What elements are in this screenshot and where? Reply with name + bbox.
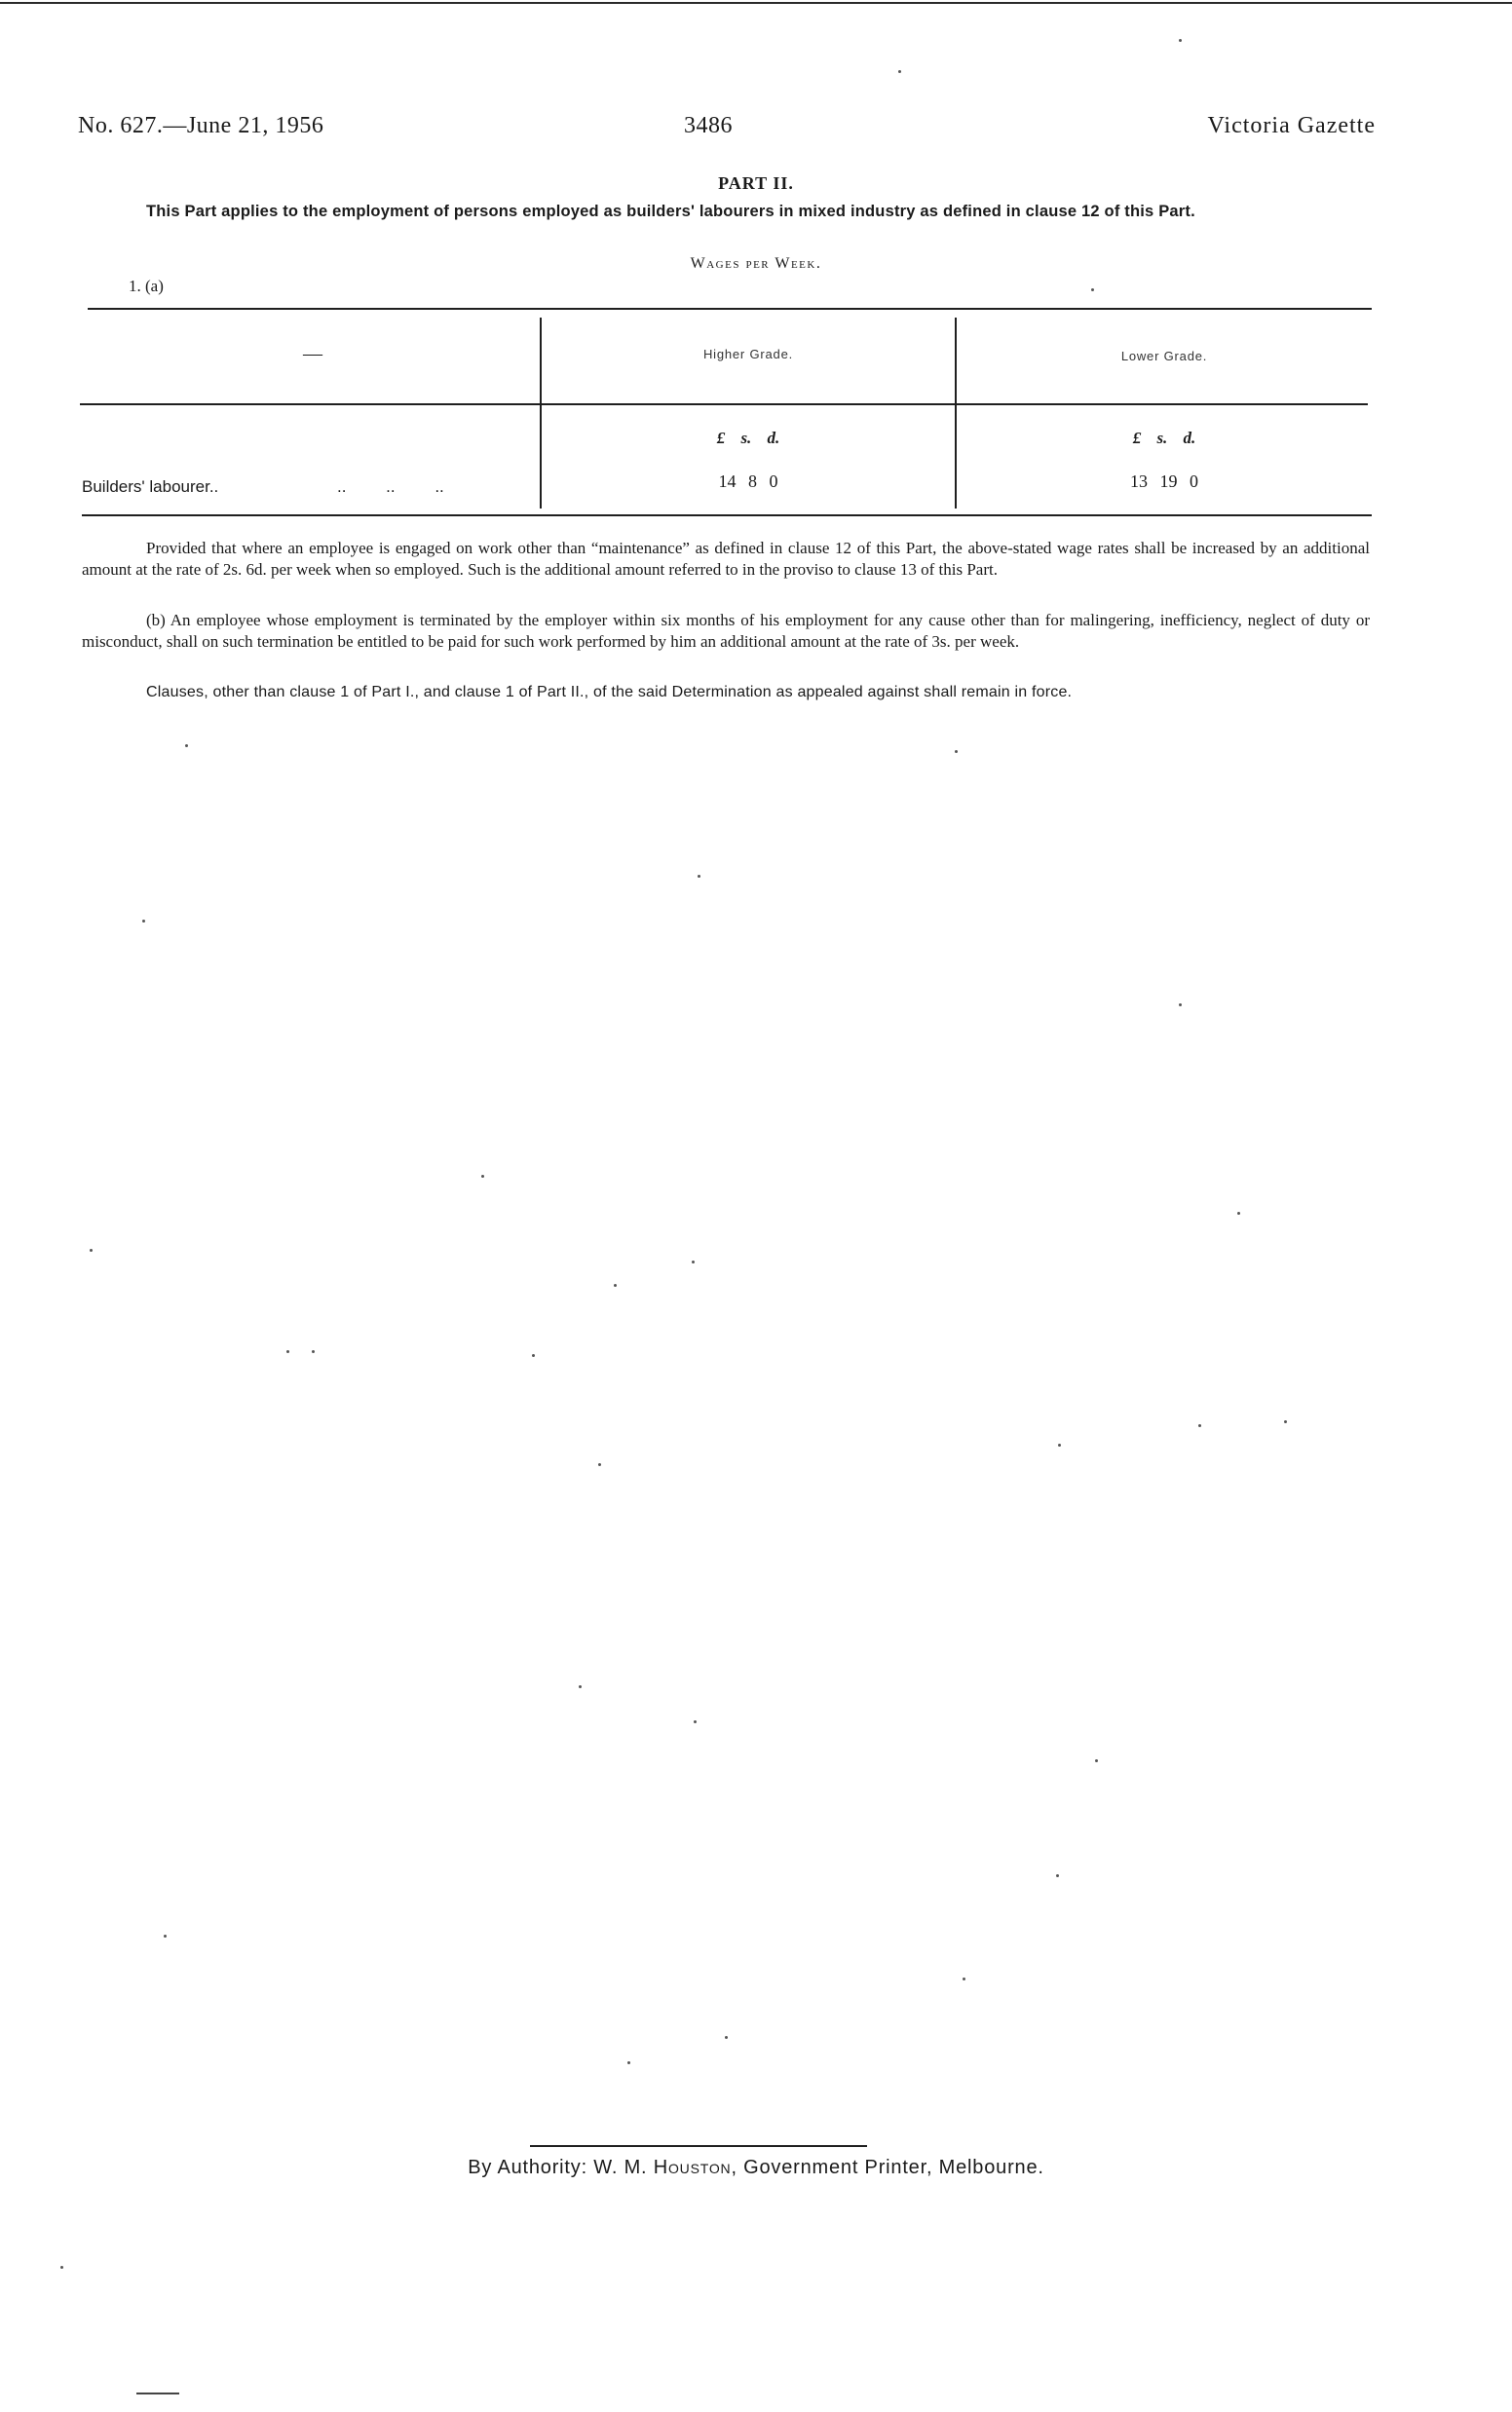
scan-speck: [692, 1261, 695, 1263]
printer-imprint: [0, 2157, 1512, 2179]
table-header-rule: [80, 403, 1368, 405]
scan-speck: [627, 2061, 630, 2064]
part-title: PART II.: [718, 173, 794, 193]
scan-speck: [598, 1463, 601, 1466]
scan-speck: [1284, 1420, 1287, 1423]
scan-speck: [955, 750, 958, 753]
footer-rule: [530, 2145, 867, 2147]
column-header-lower-grade: Lower Grade.: [1120, 349, 1208, 363]
scan-speck: [725, 2036, 728, 2039]
dot-leaders: .. .. ..: [337, 477, 444, 496]
column-header-item: —: [303, 343, 322, 364]
scan-speck: [312, 1350, 315, 1353]
scan-speck: [532, 1354, 535, 1357]
scan-speck: [1179, 1003, 1182, 1006]
closing-paragraph: Clauses, other than clause 1 of Part I., and clause 1 of Part II., of the said Determination as appealed against shall remain in force.: [146, 684, 1073, 700]
row-label-builders-labourer: Builders' labourer..: [82, 477, 219, 496]
scan-speck: [90, 1249, 93, 1252]
scan-speck: [1179, 39, 1182, 42]
clause-label: 1. (a): [129, 277, 164, 295]
proviso-paragraph: Provided that where an employee is engaged on work other than “maintenance” as defined in clause 12 of this Part, the above-stated wage rates shall be increased by an additional amount at the rate of 2s. 6d. per week when so employed. Such is the additional amount referred to in the proviso to clause 13 of this Part.: [82, 539, 1370, 579]
page-number: 3486: [684, 113, 733, 138]
scan-speck: [698, 875, 700, 878]
imprint-suffix: , Government Printer, Melbourne.: [731, 2157, 1044, 2178]
higher-grade-units: £ s. d.: [716, 429, 780, 447]
higher-grade-wage: 14 8 0: [718, 471, 778, 491]
lower-grade-units: £ s. d.: [1132, 429, 1196, 447]
scan-speck: [286, 1350, 289, 1353]
scan-speck: [1198, 1424, 1201, 1427]
scan-speck: [1056, 1874, 1059, 1877]
table-bottom-rule: [82, 514, 1372, 516]
imprint-prefix: By Authority: W. M.: [468, 2157, 648, 2178]
top-border-rule: [0, 2, 1512, 4]
scan-speck: [579, 1685, 582, 1688]
scan-speck: [898, 70, 901, 73]
wages-heading: Wages per Week.: [690, 255, 822, 272]
scan-speck: [694, 1720, 697, 1723]
scan-speck: [1095, 1759, 1098, 1762]
scan-speck: [963, 1978, 965, 1980]
running-head: [78, 113, 1376, 144]
scan-speck: [1091, 288, 1094, 291]
intro-paragraph: This Part applies to the employment of persons employed as builders' labourers in mixed industry as defined in clause 12 of this Part.: [146, 203, 1195, 220]
scan-speck: [1237, 1212, 1240, 1215]
publication-title: Victoria Gazette: [1207, 113, 1376, 138]
table-top-rule: [88, 308, 1372, 310]
lower-grade-wage: 13 19 0: [1130, 471, 1198, 491]
scan-speck: [185, 744, 188, 747]
scan-speck: [164, 1935, 167, 1938]
scan-speck: [60, 2266, 63, 2269]
scan-speck: [1058, 1444, 1061, 1447]
scan-speck: [481, 1175, 484, 1178]
clause-b-paragraph: (b) An employee whose employment is terminated by the employer within six months of his employment for any cause other than for malingering, inefficiency, neglect of duty or misconduct, shall on such termination be entitled to be paid for such work performed by him an additional amount at the rate of 3s. per week.: [82, 611, 1370, 651]
scan-speck: [142, 920, 145, 923]
column-header-higher-grade: Higher Grade.: [702, 347, 794, 361]
bottom-margin-mark: [136, 2393, 179, 2394]
scan-speck: [614, 1284, 617, 1287]
printer-name: Houston: [653, 2157, 732, 2178]
issue-date: No. 627.—June 21, 1956: [78, 113, 324, 138]
